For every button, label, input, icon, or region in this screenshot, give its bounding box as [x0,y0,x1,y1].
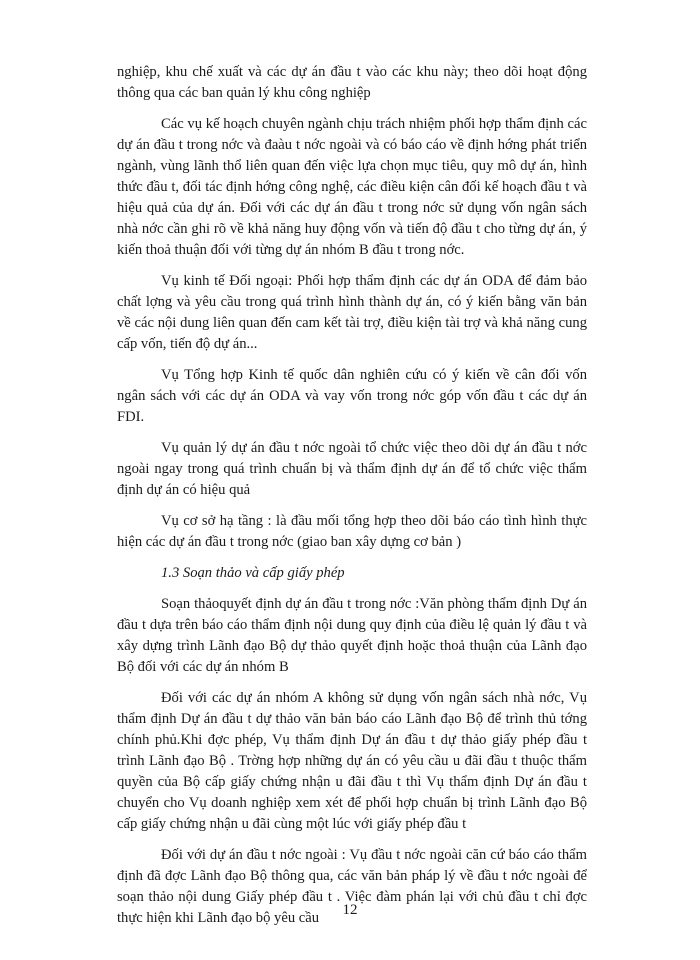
paragraph-4: Vụ Tổng hợp Kinh tế quốc dân nghiên cứu có ý kiến về cân đối vốn ngân sách với các dự án ODA và vay vốn trong nớc góp vốn đầu t các dự án FDI. [117,367,587,425]
section-heading: 1.3 Soạn thảo và cấp giấy phép [161,565,345,581]
paragraph-3: Vụ kinh tế Đối ngoại: Phối hợp thẩm định các dự án ODA để đảm bảo chất lợng và yêu cầu trong quá trình hình thành dự án, có ý kiến bằng văn bản về các nội dung liên quan đến cam kết tài trợ, điều kiện tài trợ và khả năng cung cấp vốn, tiến độ dự án... [117,273,587,352]
paragraph-1: nghiệp, khu chế xuất và các dự án đầu t vào các khu này; theo dõi hoạt động thông qua các ban quản lý khu công nghiệp [117,64,587,101]
paragraph-9: Đối với dự án đầu t nớc ngoài : Vụ đầu t nớc ngoài căn cứ báo cáo thẩm định đã đợc Lãnh đạo Bộ thông qua, các văn bản pháp lý về đầu t nớc ngoài để soạn thảo nội dung Giấy phép đầu t . Việc đàm phán lại với chủ đầu t chỉ đợc thực hiện khi Lãnh đạo bộ yêu cầu [117,847,587,926]
paragraph-7: Soạn thảoquyết định dự án đầu t trong nớc :Văn phòng thẩm định Dự án đầu t dựa trên báo cáo thẩm định nội dung quy định của điều lệ quản lý đầu t và xây dựng trình Lãnh đạo Bộ dự thảo quyết định hoặc thoả thuận của Lãnh đạo Bộ đối với các dự án nhóm B [117,596,587,675]
paragraph-5: Vụ quản lý dự án đầu t nớc ngoài tổ chức việc theo dõi dự án đầu t nớc ngoài ngay trong quá trình chuẩn bị và thẩm định dự án để tổ chức việc thẩm định dự án có hiệu quả [117,440,587,498]
paragraph-8: Đối với các dự án nhóm A không sử dụng vốn ngân sách nhà nớc, Vụ thẩm định Dự án đầu t dự thảo văn bản báo cáo Lãnh đạo Bộ để trình thủ tớng chính phủ.Khi đợc phép, Vụ thẩm định Dự án đầu t dự thảo giấy phép đầu t trình Lãnh đạo Bộ . Trờng hợp những dự án có yêu cầu u đãi đầu t thuộc thẩm quyền của Bộ cấp giấy chứng nhận u đãi đầu t thì Vụ thẩm định Dự án đầu t chuyển cho Vụ doanh nghiệp xem xét để phối hợp chuẩn bị trình Lãnh đạo Bộ cấp giấy chứng nhận u đãi cùng một lúc với giấy phép đầu t [117,690,587,832]
page-number: 12 [342,902,358,918]
paragraph-2: Các vụ kế hoạch chuyên ngành chịu trách nhiệm phối hợp thẩm định các dự án đầu t trong nớc và đaàu t nớc ngoài và có báo cáo về định hớng phát triển ngành, vùng lãnh thổ liên quan đến việc lựa chọn mục tiêu, quy mô dự án, hình thức đầu t, đối tác định hớng công nghệ, các điều kiện cân đối kế hoạch đầu t và hiệu quả của dự án. Đối với các dự án đầu t trong nớc sử dụng vốn ngân sách nhà nớc cần ghi rõ về khả năng huy động vốn và tiến độ đầu t cho từng dự án, ý kiến thoả thuận đối với từng dự án nhóm B đầu t trong nớc. [117,116,587,258]
document-body [117,62,587,939]
paragraph-6: Vụ cơ sở hạ tầng : là đầu mối tổng hợp theo dõi báo cáo tình hình thực hiện các dự án đầu t trong nớc (giao ban xây dựng cơ bản ) [117,513,587,550]
